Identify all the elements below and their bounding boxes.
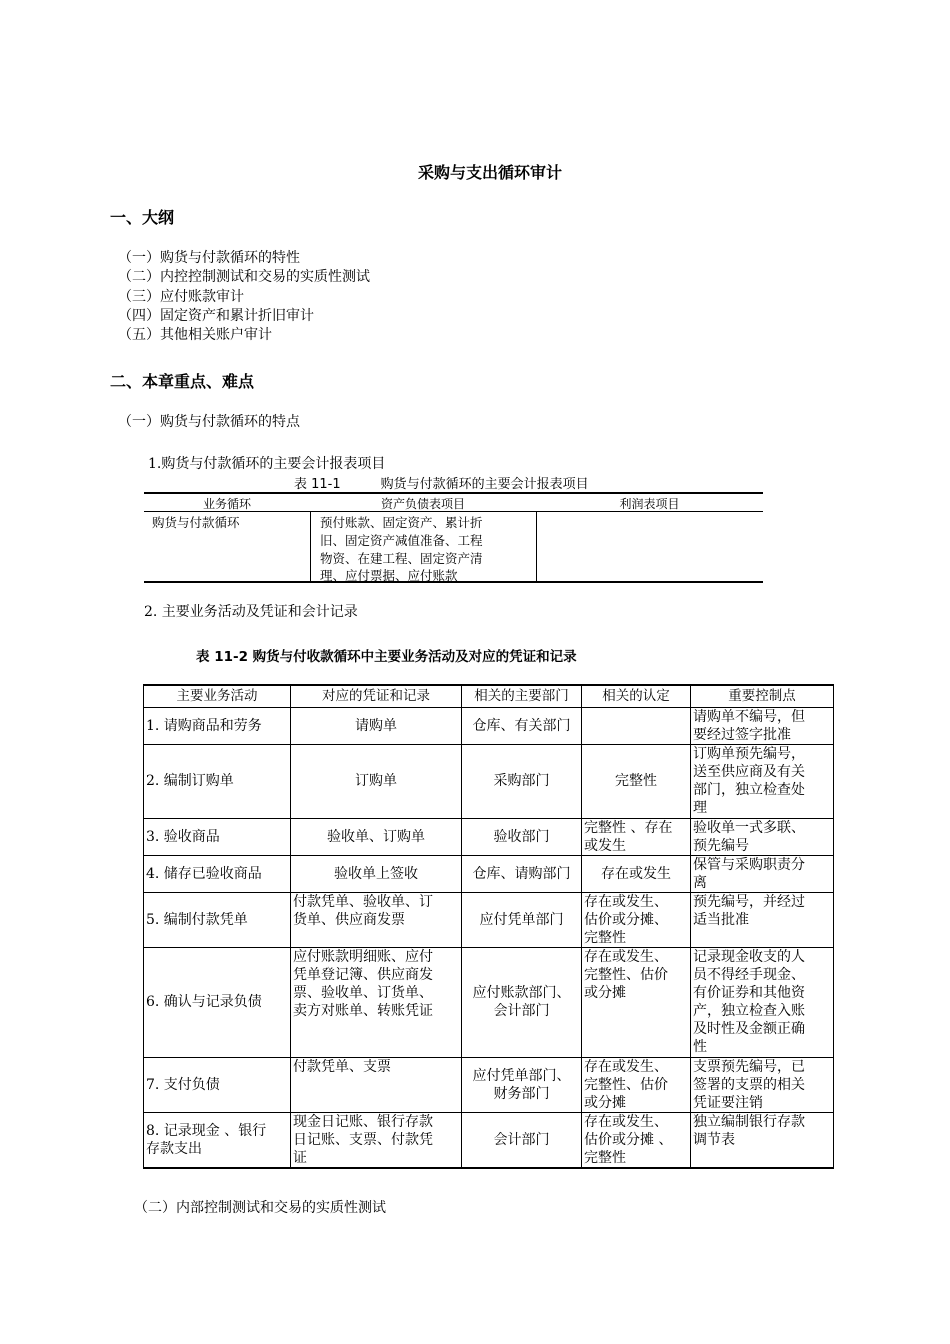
cell-line: 请购单不编号，但 <box>693 708 805 725</box>
cell-line: 仓库、请购部门 <box>472 865 571 882</box>
table-cell-assertion <box>582 1057 691 1112</box>
table-cell-dept <box>462 947 582 1057</box>
cell-line: 理、应付票据、应付账款 <box>320 568 458 584</box>
table-cell-assertion <box>582 1112 691 1168</box>
cell-line: 应付账款部门、 <box>472 985 571 1001</box>
cell-line: 存款支出 <box>146 1140 202 1157</box>
cell-line: 卖方对账单、转账凭证 <box>293 1002 433 1019</box>
cell-line: 日记账、支票、付款凭 <box>293 1131 433 1148</box>
cell-line: 保管与采购职责分 <box>693 856 805 873</box>
table-cell-docs <box>291 947 462 1057</box>
table-row <box>144 855 834 892</box>
divider <box>310 512 311 581</box>
column-header: 重要控制点 <box>691 685 834 707</box>
table-cell-activity <box>144 707 291 744</box>
table-cell-dept <box>462 818 582 855</box>
cell-line: 物资、在建工程、固定资产清 <box>320 550 483 566</box>
table-cell-control <box>691 707 834 744</box>
cell-line: 验收单一式多联、 <box>693 819 805 836</box>
table-cell-assertion <box>582 855 691 892</box>
table-cell: 购货与付款循环 <box>152 515 240 530</box>
cell-line: 员不得经手现金、 <box>693 966 805 983</box>
cell-line: 应付凭单部门、 <box>472 1067 571 1084</box>
cell-line: 及时性及金额正确 <box>693 1020 805 1037</box>
cell-line: 7. 支付负债 <box>146 1076 220 1093</box>
cell-line: 4. 储存已验收商品 <box>146 865 262 882</box>
cell-line: 预先编号，并经过 <box>693 893 805 910</box>
cell-line: 估价或分摊 、 <box>584 1131 673 1148</box>
table-row <box>144 947 834 1057</box>
cell-line: 凭单登记簿、供应商发 <box>293 966 433 983</box>
cell-line: 离 <box>693 874 707 891</box>
section-heading-outline: 一、大纲 <box>110 208 175 227</box>
table-header-row <box>144 685 834 707</box>
cell-line: 送至供应商及有关 <box>693 764 805 780</box>
table-row <box>144 1057 834 1112</box>
cell-line: 理 <box>693 800 707 816</box>
outline-item: （三）应付账款审计 <box>118 288 244 305</box>
cell-line: 证 <box>293 1149 307 1166</box>
table-cell-assertion <box>582 744 691 818</box>
table-row <box>144 707 834 744</box>
cell-line: 完整性 <box>584 1149 626 1166</box>
cell-line: 存在或发生、 <box>584 948 668 965</box>
table-caption: 表 11-2 购货与付收款循环中主要业务活动及对应的凭证和记录 <box>196 649 577 665</box>
cell-line: 完整性 <box>584 929 626 946</box>
cell-line: 或分摊 <box>584 1094 626 1111</box>
table-row <box>144 744 834 818</box>
cell-line: 部门，独立检查处 <box>693 782 805 798</box>
cell-line: 存在或发生、 <box>584 1113 668 1130</box>
cell-line: 1. 请购商品和劳务 <box>146 717 262 734</box>
cell-line: 预付账款、固定资产、累计折 <box>320 515 483 530</box>
cell-line: 独立编制银行存款 <box>693 1113 805 1130</box>
outline-item: （二）内控控制测试和交易的实质性测试 <box>118 269 370 286</box>
cell-line: 订购单预先编号， <box>693 746 805 762</box>
table-row <box>144 818 834 855</box>
table-cell-docs <box>291 855 462 892</box>
cell-line: 旧、固定资产减值准备、工程 <box>320 532 483 548</box>
document-title: 采购与支出循环审计 <box>417 163 562 182</box>
column-header: 主要业务活动 <box>144 685 291 707</box>
table-cell-assertion <box>582 947 691 1057</box>
cell-line: 凭证要注销 <box>693 1094 763 1111</box>
cell-line: 验收部门 <box>493 828 550 845</box>
table-cell-activity <box>144 1112 291 1168</box>
table-cell-dept <box>462 1057 582 1112</box>
cell-line: 请购单 <box>355 717 397 734</box>
table-cell <box>320 514 483 585</box>
table-cell-control <box>691 1112 834 1168</box>
outline-item: （五）其他相关账户审计 <box>118 327 272 344</box>
table-cell-docs <box>291 892 462 947</box>
table-cell-control <box>691 892 834 947</box>
table-cell-docs <box>291 1057 462 1112</box>
section-heading-key-points: 二、本章重点、难点 <box>110 372 255 391</box>
cell-line: 采购部门 <box>493 773 550 789</box>
cell-line: 会计部门 <box>493 1131 550 1148</box>
cell-line: 票、验收单、订货单、 <box>293 984 433 1001</box>
numbered-item: 1.购货与付款循环的主要会计报表项目 <box>148 456 386 472</box>
table-cell-docs <box>291 1112 462 1168</box>
outline-item: （一）购货与付款循环的特性 <box>118 250 300 266</box>
table-cell-dept <box>462 892 582 947</box>
cell-line: 存在或发生、 <box>584 1058 668 1075</box>
cell-line: 3. 验收商品 <box>146 828 220 845</box>
table-cell-docs <box>291 744 462 818</box>
table-cell-activity <box>144 892 291 947</box>
table-row <box>144 1112 834 1168</box>
column-header: 资产负债表项目 <box>380 497 465 511</box>
cell-line: 验收单上签收 <box>334 865 418 882</box>
cell-line: 签署的支票的相关 <box>693 1076 805 1093</box>
table-cell-activity <box>144 947 291 1057</box>
table-cell-activity <box>144 818 291 855</box>
table-cell-dept <box>462 707 582 744</box>
cell-line: 完整性、估价 <box>584 1076 668 1093</box>
table-cell-assertion <box>582 892 691 947</box>
cell-line: 支票预先编号，已 <box>693 1058 805 1075</box>
cell-line: 要经过签字批准 <box>693 726 791 743</box>
cell-line: 存在或发生、 <box>584 893 668 910</box>
table-cell-docs <box>291 818 462 855</box>
table-cell-dept <box>462 855 582 892</box>
table-cell-assertion <box>582 818 691 855</box>
table-cell-control <box>691 947 834 1057</box>
table-caption <box>294 473 589 492</box>
outline-item: （四）固定资产和累计折旧审计 <box>118 307 314 324</box>
cell-line: 适当批准 <box>693 911 749 928</box>
table-cell-control <box>691 744 834 818</box>
table-cell-dept <box>462 1112 582 1168</box>
cell-line: 付款凭单、支票 <box>293 1058 391 1075</box>
divider <box>144 511 763 512</box>
table-cell-assertion <box>582 707 691 744</box>
cell-line: 验收单、订购单 <box>327 828 425 845</box>
column-header: 相关的认定 <box>582 685 691 707</box>
table-cell-control <box>691 818 834 855</box>
subsection-heading: （一）购货与付款循环的特点 <box>118 414 300 430</box>
table-row <box>144 892 834 947</box>
table-number: 表 11-1 <box>294 477 341 492</box>
cell-line: 调节表 <box>693 1131 735 1148</box>
cell-line: 会计部门 <box>493 1003 550 1019</box>
cell-line: 记录现金收支的人 <box>693 948 805 965</box>
cell-line: 有价证券和其他资 <box>693 984 805 1001</box>
table-report-items <box>144 492 763 583</box>
table-cell-docs <box>291 707 462 744</box>
cell-line: 完整性 、存在 <box>584 819 673 836</box>
cell-line: 估价或分摊、 <box>584 911 668 928</box>
table-business-activities <box>143 684 834 1169</box>
cell-line: 仓库、有关部门 <box>472 717 571 734</box>
table-title: 购货与付款循环的主要会计报表项目 <box>380 477 589 492</box>
column-header: 对应的凭证和记录 <box>291 685 462 707</box>
cell-line: 预先编号 <box>693 837 749 854</box>
cell-line: 财务部门 <box>493 1085 550 1102</box>
cell-line: 应付账款明细账、应付 <box>293 948 433 965</box>
subsection-heading: （二）内部控制测试和交易的实质性测试 <box>134 1200 386 1216</box>
column-header: 相关的主要部门 <box>462 685 582 707</box>
divider <box>536 512 537 581</box>
cell-line: 性 <box>693 1038 707 1055</box>
table-cell-activity <box>144 1057 291 1112</box>
table-cell-control <box>691 855 834 892</box>
numbered-item: 2. 主要业务活动及凭证和会计记录 <box>144 604 358 620</box>
cell-line: 现金日记账、银行存款 <box>293 1113 433 1130</box>
table-cell-activity <box>144 744 291 818</box>
cell-line: 或发生 <box>584 837 626 854</box>
cell-line: 或分摊 <box>584 984 626 1001</box>
cell-line: 货单、供应商发票 <box>293 911 405 928</box>
cell-line: 完整性、估价 <box>584 966 668 983</box>
cell-line: 付款凭单、验收单、订 <box>293 893 433 910</box>
column-header: 业务循环 <box>202 497 251 511</box>
cell-line: 应付凭单部门 <box>479 911 564 928</box>
cell-line: 产，独立检查入账 <box>693 1002 805 1019</box>
cell-line: 存在或发生 <box>601 865 671 882</box>
cell-line: 订购单 <box>355 773 397 789</box>
cell-line: 2. 编制订购单 <box>146 773 234 789</box>
table-cell-control <box>691 1057 834 1112</box>
table-cell-dept <box>462 744 582 818</box>
cell-line: 5. 编制付款凭单 <box>146 911 248 928</box>
column-header: 利润表项目 <box>619 497 680 511</box>
cell-line: 8. 记录现金 、银行 <box>146 1122 267 1139</box>
cell-line: 6. 确认与记录负债 <box>146 994 262 1010</box>
cell-line: 完整性 <box>615 773 657 789</box>
table-cell-activity <box>144 855 291 892</box>
outline-list <box>118 249 370 345</box>
